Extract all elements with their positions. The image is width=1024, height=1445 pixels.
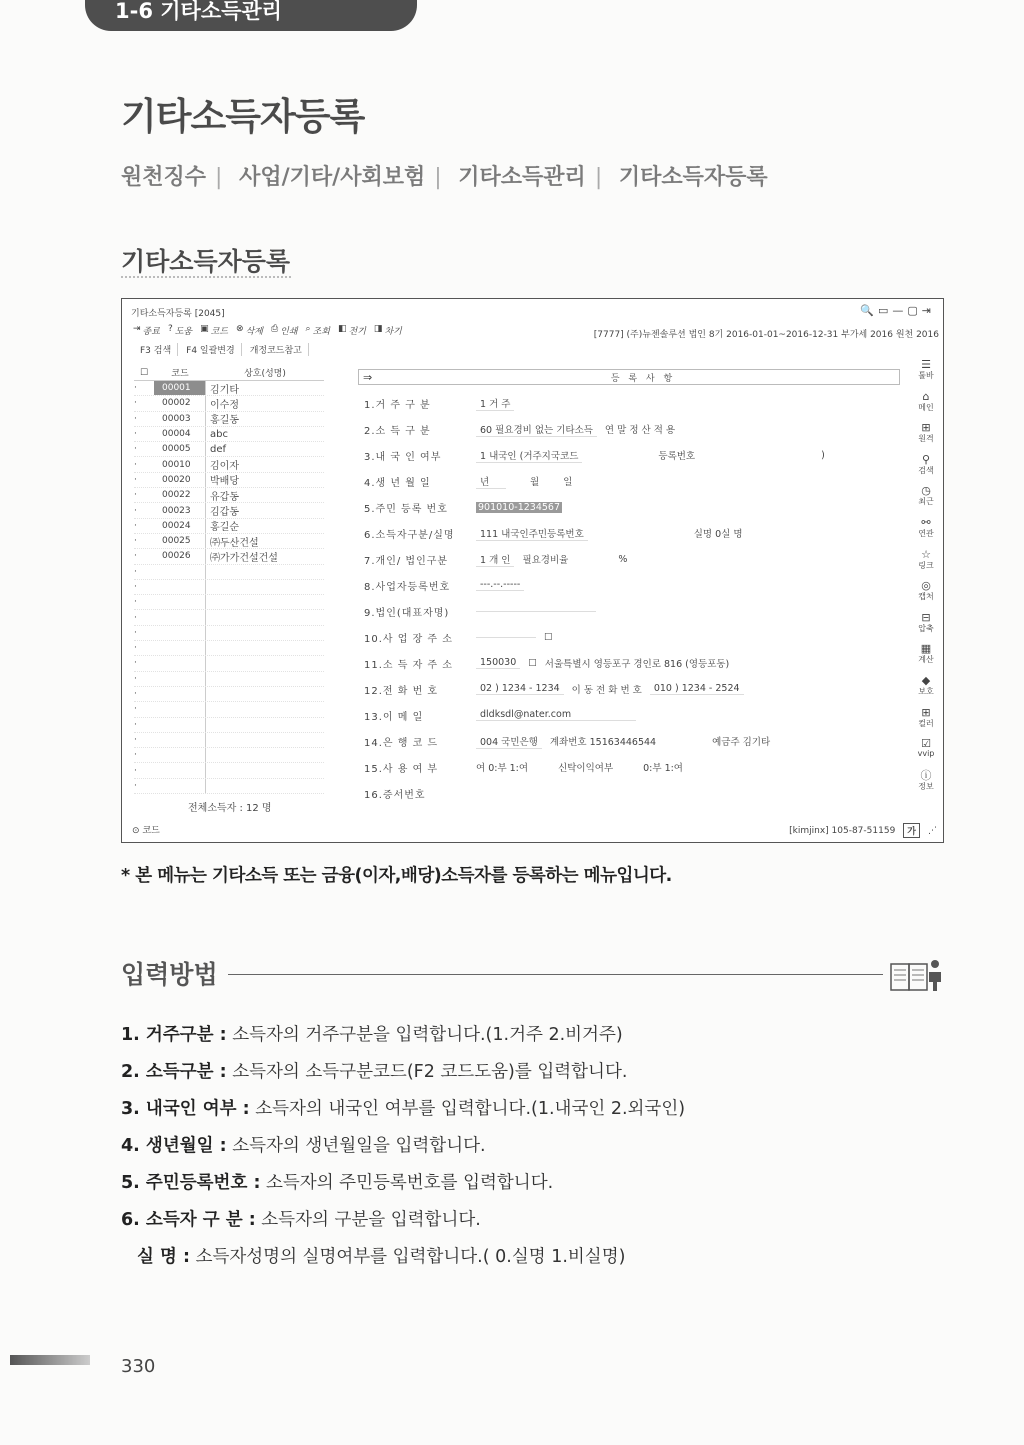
menu-note: * 본 메뉴는 기타소득 또는 금융(이자,배당)소득자를 등록하는 메뉴입니다. bbox=[121, 866, 672, 886]
table-row[interactable] bbox=[134, 534, 324, 549]
empty-row[interactable] bbox=[134, 718, 324, 733]
row-checkbox[interactable]: · bbox=[134, 536, 137, 547]
row-checkbox[interactable]: · bbox=[134, 444, 137, 455]
earner-list bbox=[134, 365, 324, 820]
sidebar-item-label: 보호 bbox=[918, 686, 934, 696]
row-checkbox[interactable]: · bbox=[134, 658, 137, 669]
row-name: 김기타 bbox=[210, 384, 239, 396]
sidebar-icon: ⚯ bbox=[921, 515, 931, 529]
instruction-label: 실 명 : bbox=[137, 1247, 190, 1267]
instruction-text: 소득자성명의 실명여부를 입력합니다.( 0.실명 1.비실명) bbox=[190, 1247, 626, 1267]
sidebar-icon: ☑ bbox=[921, 737, 931, 751]
row-checkbox[interactable]: · bbox=[134, 612, 137, 623]
row-checkbox[interactable]: · bbox=[134, 643, 137, 654]
empty-row[interactable] bbox=[134, 580, 324, 595]
sidebar-item-label: 툴바 bbox=[918, 371, 934, 380]
window-controls[interactable]: 🔍▭—▢⇥ bbox=[860, 304, 935, 317]
row-code: 00005 bbox=[154, 442, 206, 456]
revision-code-button[interactable]: 개정코드참고 bbox=[250, 343, 309, 356]
table-row[interactable] bbox=[134, 457, 324, 472]
sidebar-item-label: 캡처 bbox=[918, 592, 934, 602]
resize-grip-icon[interactable]: ⋰ bbox=[928, 825, 937, 836]
sidebar-item-label: 메인 bbox=[918, 402, 934, 412]
sidebar-item[interactable] bbox=[918, 359, 933, 387]
row-name: 박배당 bbox=[210, 476, 239, 488]
address-input[interactable]: 서울특별시 영등포구 경인로 816 (영등포동) bbox=[544, 659, 730, 670]
trust-input[interactable]: 0:부 1:여 bbox=[643, 763, 683, 774]
breadcrumb-item: 사업/기타/사회보험 bbox=[239, 165, 426, 190]
name-column-header: 상호(성명) bbox=[244, 369, 286, 379]
row-checkbox[interactable]: · bbox=[134, 551, 137, 562]
residence-input[interactable]: 1 거 주 bbox=[476, 396, 514, 411]
row-name: 유갑동 bbox=[210, 491, 239, 503]
page-number: 330 bbox=[121, 1356, 156, 1377]
sidebar-icon: ⓘ bbox=[920, 768, 932, 782]
f3-search-button[interactable]: F3 검색 bbox=[140, 343, 178, 356]
bank-input[interactable]: 004 국민은행 bbox=[476, 734, 542, 749]
select-all-checkbox[interactable]: ☐ bbox=[139, 367, 149, 378]
email-input[interactable]: dldksdl@nater.com bbox=[476, 709, 636, 721]
table-row[interactable] bbox=[134, 549, 324, 564]
empty-row[interactable] bbox=[134, 733, 324, 748]
row-code: 00002 bbox=[154, 396, 206, 410]
corp-rep-input[interactable] bbox=[476, 611, 596, 612]
row-name: 이수정 bbox=[210, 399, 239, 411]
breadcrumb: 원천징수 | 사업/기타/사회보험 | 기타소득관리 | 기타소득자등록 bbox=[121, 165, 768, 190]
chapter-tab-label: 1-6 기타소득관리 bbox=[115, 0, 282, 23]
field-certificate: 16.증서번호 bbox=[364, 789, 426, 801]
table-row[interactable] bbox=[134, 396, 324, 411]
birth-year-input[interactable]: 년 bbox=[476, 474, 506, 489]
row-name: ㈜두산건설 bbox=[210, 537, 259, 549]
instruction-item bbox=[121, 1169, 553, 1194]
field-birthdate: 4.생 년 월 일 년 월 일 bbox=[364, 473, 572, 489]
breadcrumb-item: 원천징수 bbox=[121, 165, 207, 190]
row-code: 00023 bbox=[154, 503, 206, 517]
table-row[interactable] bbox=[134, 519, 324, 534]
form-heading: 등 록 사 항 bbox=[610, 373, 676, 384]
sidebar-item[interactable] bbox=[918, 675, 933, 703]
field-phone: 12.전 화 번 호 02 ) 1234 - 1234 이 동 전 화 번 호 010 ) 1234 - 2524 bbox=[364, 681, 744, 697]
sidebar-item[interactable] bbox=[918, 707, 933, 735]
instruction-item bbox=[121, 1132, 486, 1157]
mobile-input[interactable]: 010 ) 1234 - 2524 bbox=[650, 683, 744, 695]
sidebar-item-label: 링크 bbox=[918, 560, 934, 570]
sidebar-icon: ⊞ bbox=[921, 421, 931, 435]
sidebar-icon: ☰ bbox=[921, 358, 931, 371]
empty-row[interactable] bbox=[134, 779, 324, 794]
sidebar-item-label: 계산 bbox=[918, 655, 934, 665]
function-keys bbox=[140, 343, 309, 356]
sidebar-item[interactable] bbox=[918, 738, 935, 766]
field-bank: 14.은 행 코 드 004 국민은행 계좌번호 15163446544 예금주 김기타 bbox=[364, 733, 770, 749]
row-name: 홍길순 bbox=[210, 522, 239, 534]
print-button[interactable]: ⎙ 인쇄 bbox=[270, 324, 298, 337]
row-checkbox[interactable]: · bbox=[134, 459, 137, 470]
user-info: [kimjinx] 105-87-51159 bbox=[789, 825, 896, 836]
book-reader-icon bbox=[889, 958, 944, 992]
next-button[interactable]: ◨ 차기 bbox=[373, 324, 402, 337]
field-entity-type: 7.개인/ 법인구분 1 개 인 필요경비율 % bbox=[364, 553, 628, 567]
table-row[interactable] bbox=[134, 412, 324, 427]
right-sidebar bbox=[911, 359, 941, 797]
row-name: ㈜가가건설건설 bbox=[210, 552, 278, 564]
row-checkbox[interactable]: · bbox=[134, 765, 137, 776]
total-count: 전체소득자 : 12 명 bbox=[188, 803, 272, 814]
row-code: 00024 bbox=[154, 519, 206, 533]
row-name: 김갑동 bbox=[210, 507, 239, 519]
sidebar-item[interactable] bbox=[918, 454, 933, 482]
code-column-header: 코드 bbox=[171, 369, 189, 379]
empty-row[interactable] bbox=[134, 565, 324, 580]
exit-button[interactable]: ⇥ 종료 bbox=[133, 324, 160, 337]
empty-row[interactable] bbox=[134, 656, 324, 671]
field-resident-number: 5.주민 등록 번호 901010-1234567 bbox=[364, 501, 561, 515]
sidebar-item[interactable] bbox=[918, 422, 933, 450]
field-business-number: 8.사업자등록번호 ---.--.----- bbox=[364, 577, 524, 593]
row-checkbox[interactable]: · bbox=[134, 780, 137, 791]
business-number-input[interactable]: ---.--.----- bbox=[476, 579, 524, 591]
window-title: 기타소득자등록 [2045] bbox=[131, 309, 225, 319]
row-code: 00022 bbox=[154, 488, 206, 502]
row-checkbox[interactable]: · bbox=[134, 490, 137, 501]
section-rule bbox=[228, 974, 883, 975]
breadcrumb-item: 기타소득자등록 bbox=[618, 165, 768, 190]
empty-row[interactable] bbox=[134, 595, 324, 610]
row-name: 홍길동 bbox=[210, 415, 239, 427]
usage-input[interactable]: 여 0:부 1:여 bbox=[476, 763, 529, 774]
prev-button[interactable]: ◧ 전기 bbox=[337, 324, 366, 337]
section-title: 기타소득자등록 bbox=[121, 247, 291, 276]
sidebar-icon: ⚲ bbox=[921, 452, 931, 466]
empty-row[interactable] bbox=[134, 748, 324, 763]
language-indicator: 가 bbox=[903, 823, 920, 838]
sidebar-item-label: 압축 bbox=[918, 623, 934, 633]
row-checkbox[interactable]: · bbox=[134, 734, 137, 745]
sidebar-icon: ☆ bbox=[921, 547, 931, 561]
sidebar-icon: ⌂ bbox=[922, 389, 930, 403]
instruction-text: 소득자의 생년월일을 입력합니다. bbox=[226, 1136, 486, 1156]
instruction-label: 6. 소득자 구 분 : bbox=[121, 1210, 256, 1230]
row-name: def bbox=[210, 443, 227, 455]
row-checkbox[interactable]: · bbox=[134, 566, 137, 577]
field-income-type: 2.소 득 구 분 60 필요경비 없는 기타소득 연 말 정 산 적 용 bbox=[364, 421, 675, 437]
empty-row[interactable] bbox=[134, 641, 324, 656]
phone-input[interactable]: 02 ) 1234 - 1234 bbox=[476, 683, 564, 695]
row-code: 00001 bbox=[154, 381, 206, 395]
field-national: 3.내 국 인 여부 1 내국인 (거주지국코드 등록번호 ) bbox=[364, 449, 825, 463]
company-info: [7777] (주)뉴젠솔루션 법인 8기 2016-01-01~2016-12-31 부가세 2016 원천 2016 bbox=[593, 330, 939, 340]
instruction-label: 1. 거주구분 : bbox=[121, 1025, 227, 1045]
sidebar-icon: ◆ bbox=[921, 673, 931, 687]
sidebar-item-label: 정보 bbox=[918, 781, 934, 791]
page-title: 기타소득자등록 bbox=[121, 95, 365, 138]
sidebar-icon: ⊟ bbox=[921, 610, 931, 624]
sidebar-item[interactable] bbox=[918, 549, 933, 577]
row-checkbox[interactable]: · bbox=[134, 474, 137, 485]
input-method-title: 입력방법 bbox=[121, 960, 218, 989]
sidebar-item-label: 컬러 bbox=[918, 718, 934, 728]
sidebar-item[interactable] bbox=[918, 485, 933, 513]
row-code: 00010 bbox=[154, 457, 206, 471]
field-earner-address: 11.소 득 자 주 소 150030 ☐ 서울특별시 영등포구 경인로 816 (영등포동) bbox=[364, 657, 730, 671]
row-checkbox[interactable]: · bbox=[134, 520, 137, 531]
instruction-label: 3. 내국인 여부 : bbox=[121, 1099, 250, 1119]
instruction-item bbox=[137, 1243, 625, 1268]
instruction-text: 소득자의 주민등록번호를 입력합니다. bbox=[260, 1173, 554, 1193]
instruction-label: 5. 주민등록번호 : bbox=[121, 1173, 261, 1193]
grid-header bbox=[134, 365, 324, 381]
row-checkbox[interactable]: · bbox=[134, 627, 137, 638]
row-checkbox[interactable]: · bbox=[134, 689, 137, 700]
sidebar-item-label: 최근 bbox=[918, 497, 934, 507]
empty-row[interactable] bbox=[134, 626, 324, 641]
table-row[interactable] bbox=[134, 488, 324, 503]
row-checkbox[interactable]: · bbox=[134, 429, 137, 440]
row-checkbox[interactable]: · bbox=[134, 505, 137, 516]
dotted-divider bbox=[121, 276, 291, 278]
earner-type-input[interactable]: 111 내국인주민등록번호 bbox=[476, 526, 588, 541]
sidebar-item-label: 검색 bbox=[918, 465, 934, 475]
table-row[interactable] bbox=[134, 503, 324, 518]
instruction-item bbox=[121, 1058, 627, 1083]
page-bar bbox=[10, 1355, 90, 1365]
instruction-label: 2. 소득구분 : bbox=[121, 1062, 227, 1082]
sidebar-item[interactable] bbox=[918, 517, 933, 545]
search-button[interactable]: ⌕ 조회 bbox=[305, 324, 330, 337]
program-window bbox=[121, 298, 944, 843]
field-email: 13.이 메 일 dldksdl@nater.com bbox=[364, 707, 636, 723]
instruction-text: 소득자의 구분을 입력합니다. bbox=[255, 1210, 481, 1230]
row-checkbox[interactable]: · bbox=[134, 413, 137, 424]
arrow-icon: ⇒ bbox=[363, 370, 373, 384]
instruction-text: 소득자의 거주구분을 입력합니다.(1.거주 2.비거주) bbox=[226, 1025, 623, 1045]
row-checkbox[interactable]: · bbox=[134, 582, 137, 592]
zip-search-icon[interactable]: ☐ bbox=[544, 631, 553, 643]
holder-input[interactable]: 예금주 김기타 bbox=[712, 737, 771, 748]
row-name: abc bbox=[210, 428, 228, 440]
sidebar-icon: ◎ bbox=[921, 579, 931, 593]
sidebar-icon: ◷ bbox=[921, 484, 931, 498]
sidebar-item[interactable] bbox=[918, 612, 933, 640]
instruction-text: 소득자의 내국인 여부를 입력합니다.(1.내국인 2.외국인) bbox=[249, 1099, 686, 1119]
code-button[interactable]: ▣ 코드 bbox=[200, 324, 229, 337]
empty-row[interactable] bbox=[134, 702, 324, 717]
entity-type-input[interactable]: 1 개 인 bbox=[476, 552, 514, 567]
row-checkbox[interactable]: · bbox=[134, 750, 137, 761]
instruction-item bbox=[121, 1095, 685, 1120]
national-input[interactable]: 1 내국인 (거주지국코드 bbox=[476, 448, 582, 463]
sidebar-item-label: vvip bbox=[917, 749, 935, 759]
empty-row[interactable] bbox=[134, 763, 324, 778]
sidebar-icon: ⊞ bbox=[921, 705, 931, 719]
field-residence: 1.거 주 구 분 1 거 주 bbox=[364, 395, 514, 411]
business-address-input[interactable] bbox=[476, 637, 536, 638]
row-code: 00026 bbox=[154, 549, 206, 563]
account-input[interactable]: 계좌번호 15163446544 bbox=[549, 737, 657, 748]
chapter-tab bbox=[85, 0, 417, 31]
f4-bulk-change-button[interactable]: F4 일괄변경 bbox=[186, 343, 242, 356]
table-row[interactable] bbox=[134, 442, 324, 457]
field-earner-type: 6.소득자구분/실명 111 내국인주민등록번호 실명 0실 명 bbox=[364, 525, 743, 541]
instruction-item bbox=[121, 1021, 623, 1046]
row-checkbox[interactable]: · bbox=[134, 398, 137, 409]
instruction-label: 4. 생년월일 : bbox=[121, 1136, 227, 1156]
form-header bbox=[358, 369, 900, 385]
sidebar-item-label: 원격 bbox=[918, 434, 934, 444]
row-checkbox[interactable]: · bbox=[134, 597, 137, 608]
row-checkbox[interactable]: · bbox=[134, 704, 137, 715]
row-checkbox[interactable]: · bbox=[134, 383, 137, 394]
sidebar-item[interactable] bbox=[918, 391, 933, 419]
row-name: 김이자 bbox=[210, 461, 239, 473]
empty-row[interactable] bbox=[134, 687, 324, 702]
field-corp-rep: 9.법인(대표자명) bbox=[364, 603, 596, 619]
field-business-address: 10.사 업 장 주 소 ☐ bbox=[364, 631, 553, 645]
resident-number-input[interactable]: 901010-1234567 bbox=[478, 501, 561, 513]
status-bar bbox=[789, 823, 937, 838]
sidebar-item[interactable] bbox=[918, 770, 933, 798]
instruction-text: 소득자의 소득구분코드(F2 코드도움)를 입력합니다. bbox=[226, 1062, 628, 1082]
sidebar-item[interactable] bbox=[918, 580, 933, 608]
instruction-item bbox=[121, 1206, 481, 1231]
table-row[interactable] bbox=[134, 381, 324, 396]
income-type-input[interactable]: 60 필요경비 없는 기타소득 bbox=[476, 422, 597, 437]
help-button[interactable]: ? 도움 bbox=[167, 324, 193, 337]
footer-code: ⊙ 코드 bbox=[132, 826, 160, 836]
empty-row[interactable] bbox=[134, 610, 324, 625]
row-checkbox[interactable]: · bbox=[134, 673, 137, 684]
table-row[interactable] bbox=[134, 473, 324, 488]
table-row[interactable] bbox=[134, 427, 324, 442]
empty-row[interactable] bbox=[134, 672, 324, 687]
row-code: 00003 bbox=[154, 412, 206, 426]
zip-input[interactable]: 150030 bbox=[476, 657, 520, 669]
row-code: 00004 bbox=[154, 427, 206, 441]
field-usage: 15.사 용 여 부 여 0:부 1:여 신탁이익여부 0:부 1:여 bbox=[364, 759, 683, 775]
row-code: 00020 bbox=[154, 473, 206, 487]
row-code: 00025 bbox=[154, 534, 206, 548]
row-checkbox[interactable]: · bbox=[134, 719, 137, 730]
sidebar-item[interactable] bbox=[918, 643, 933, 671]
zip-search-icon[interactable]: ☐ bbox=[528, 657, 537, 669]
toolbar bbox=[133, 324, 402, 337]
breadcrumb-item: 기타소득관리 bbox=[458, 165, 586, 190]
sidebar-icon: ▦ bbox=[920, 642, 932, 656]
sidebar-item-label: 연관 bbox=[918, 528, 934, 538]
delete-button[interactable]: ⊗ 삭제 bbox=[236, 324, 263, 337]
